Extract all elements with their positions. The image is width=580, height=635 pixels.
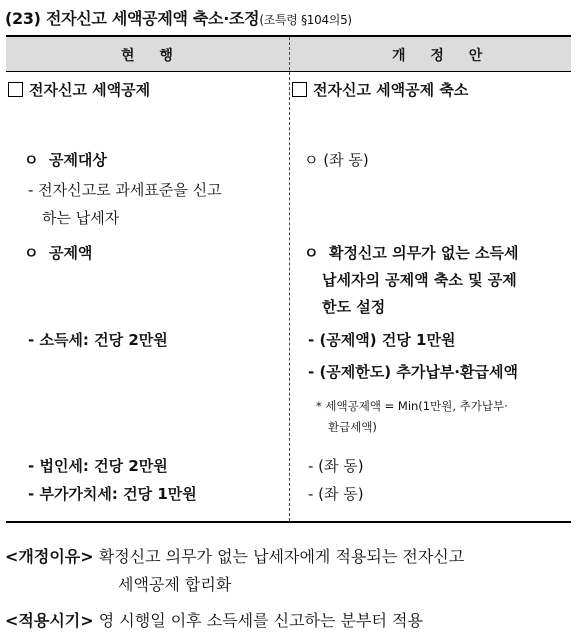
section-title bbox=[5, 6, 352, 29]
right-change-line-2: 납세자의 공제액 축소 및 공제 bbox=[322, 271, 517, 289]
reason-text-line-2: 세액공제 합리화 bbox=[118, 575, 232, 594]
header-current: 현 행 bbox=[121, 48, 183, 64]
right-change-line-3: 한도 설정 bbox=[322, 298, 386, 316]
right-same-2: - (좌 동) bbox=[308, 457, 364, 475]
left-amount-heading: ㅇ 공제액 bbox=[24, 244, 93, 262]
right-section-heading: 전자신고 세액공제 축소 bbox=[292, 79, 468, 100]
left-income-tax: - 소득세: 건당 2만원 bbox=[28, 331, 168, 349]
square-bullet-icon bbox=[292, 82, 307, 97]
timing-row bbox=[5, 608, 423, 631]
reason-text-line-1: 확정신고 의무가 없는 납세자에게 적용되는 전자신고 bbox=[98, 547, 465, 566]
column-divider bbox=[289, 37, 290, 521]
timing-label: <적용시기> bbox=[5, 611, 94, 630]
right-note-line-2: 환급세액) bbox=[328, 420, 377, 434]
left-section-heading: 전자신고 세액공제 bbox=[8, 79, 150, 100]
circle-bullet-icon: ㅇ bbox=[24, 151, 39, 169]
reason-label: <개정이유> bbox=[5, 547, 94, 566]
circle-bullet-icon: ㅇ bbox=[304, 244, 319, 262]
timing-text: 영 시행일 이후 소득세를 신고하는 분부터 적용 bbox=[98, 611, 423, 630]
title-main: (23) 전자신고 세액공제액 축소·조정 bbox=[5, 9, 260, 28]
circle-bullet-icon: ㅇ bbox=[24, 244, 39, 262]
right-change-line-1: ㅇ 확정신고 의무가 없는 소득세 bbox=[304, 244, 519, 262]
comparison-table bbox=[6, 35, 571, 523]
left-vat: - 부가가치세: 건당 1만원 bbox=[28, 485, 197, 503]
left-target-line-2: 하는 납세자 bbox=[42, 209, 120, 227]
title-reference: (조특령 §104의5) bbox=[259, 13, 352, 27]
right-limit: - (공제한도) 추가납부·환급세액 bbox=[308, 363, 518, 381]
circle-bullet-icon: ㅇ bbox=[304, 151, 319, 169]
right-same-3: - (좌 동) bbox=[308, 485, 364, 503]
left-corporate-tax: - 법인세: 건당 2만원 bbox=[28, 457, 168, 475]
right-same-1: ㅇ (좌 동) bbox=[304, 151, 369, 169]
header-revised: 개 정 안 bbox=[392, 48, 493, 64]
square-bullet-icon bbox=[8, 82, 23, 97]
left-target-line-1: - 전자신고로 과세표준을 신고 bbox=[28, 181, 222, 199]
right-amount: - (공제액) 건당 1만원 bbox=[308, 331, 456, 349]
right-note-line-1: * 세액공제액 = Min(1만원, 추가납부· bbox=[316, 399, 508, 413]
reason-row bbox=[5, 544, 464, 567]
left-target-heading: ㅇ 공제대상 bbox=[24, 151, 107, 169]
